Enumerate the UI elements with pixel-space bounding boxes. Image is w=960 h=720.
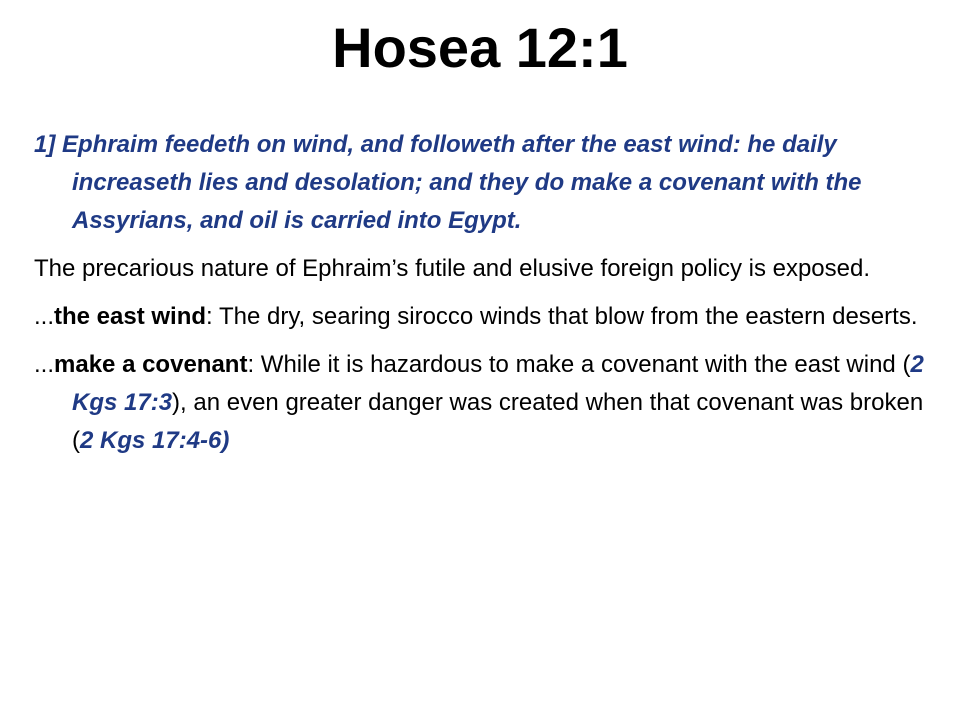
note-lead: ... xyxy=(34,303,55,330)
note-text-part-2: ), an even greater danger was created when that covenant was broken ( xyxy=(72,389,924,454)
note-text: : The dry, searing sirocco winds that blow from the eastern deserts. xyxy=(206,303,918,330)
intro-paragraph: The precarious nature of Ephraim’s futile and elusive foreign policy is exposed. xyxy=(34,255,871,282)
note-term: make a covenant xyxy=(54,351,248,378)
scripture-reference: 2 Kgs 17:4-6) xyxy=(80,427,230,454)
note-term: the east wind xyxy=(54,303,207,330)
note-east-wind xyxy=(34,298,942,336)
note-lead: ... xyxy=(34,351,55,378)
note-text-part-1: : While it is hazardous to make a covenant with the east wind ( xyxy=(247,351,911,378)
note-make-covenant xyxy=(34,346,942,460)
verse-text: Ephraim feedeth on wind, and followeth after the east wind: he daily increaseth lies and desolation; and they do make a covenant with the Assyrians, and oil is carried into Egypt. xyxy=(62,131,862,234)
slide-body xyxy=(34,126,942,460)
verse-paragraph xyxy=(34,126,942,240)
slide-title: Hosea 12:1 xyxy=(332,16,628,79)
verse-number: 1] xyxy=(34,131,56,158)
scripture-reference: 2 Kgs 17:3 xyxy=(72,351,924,416)
